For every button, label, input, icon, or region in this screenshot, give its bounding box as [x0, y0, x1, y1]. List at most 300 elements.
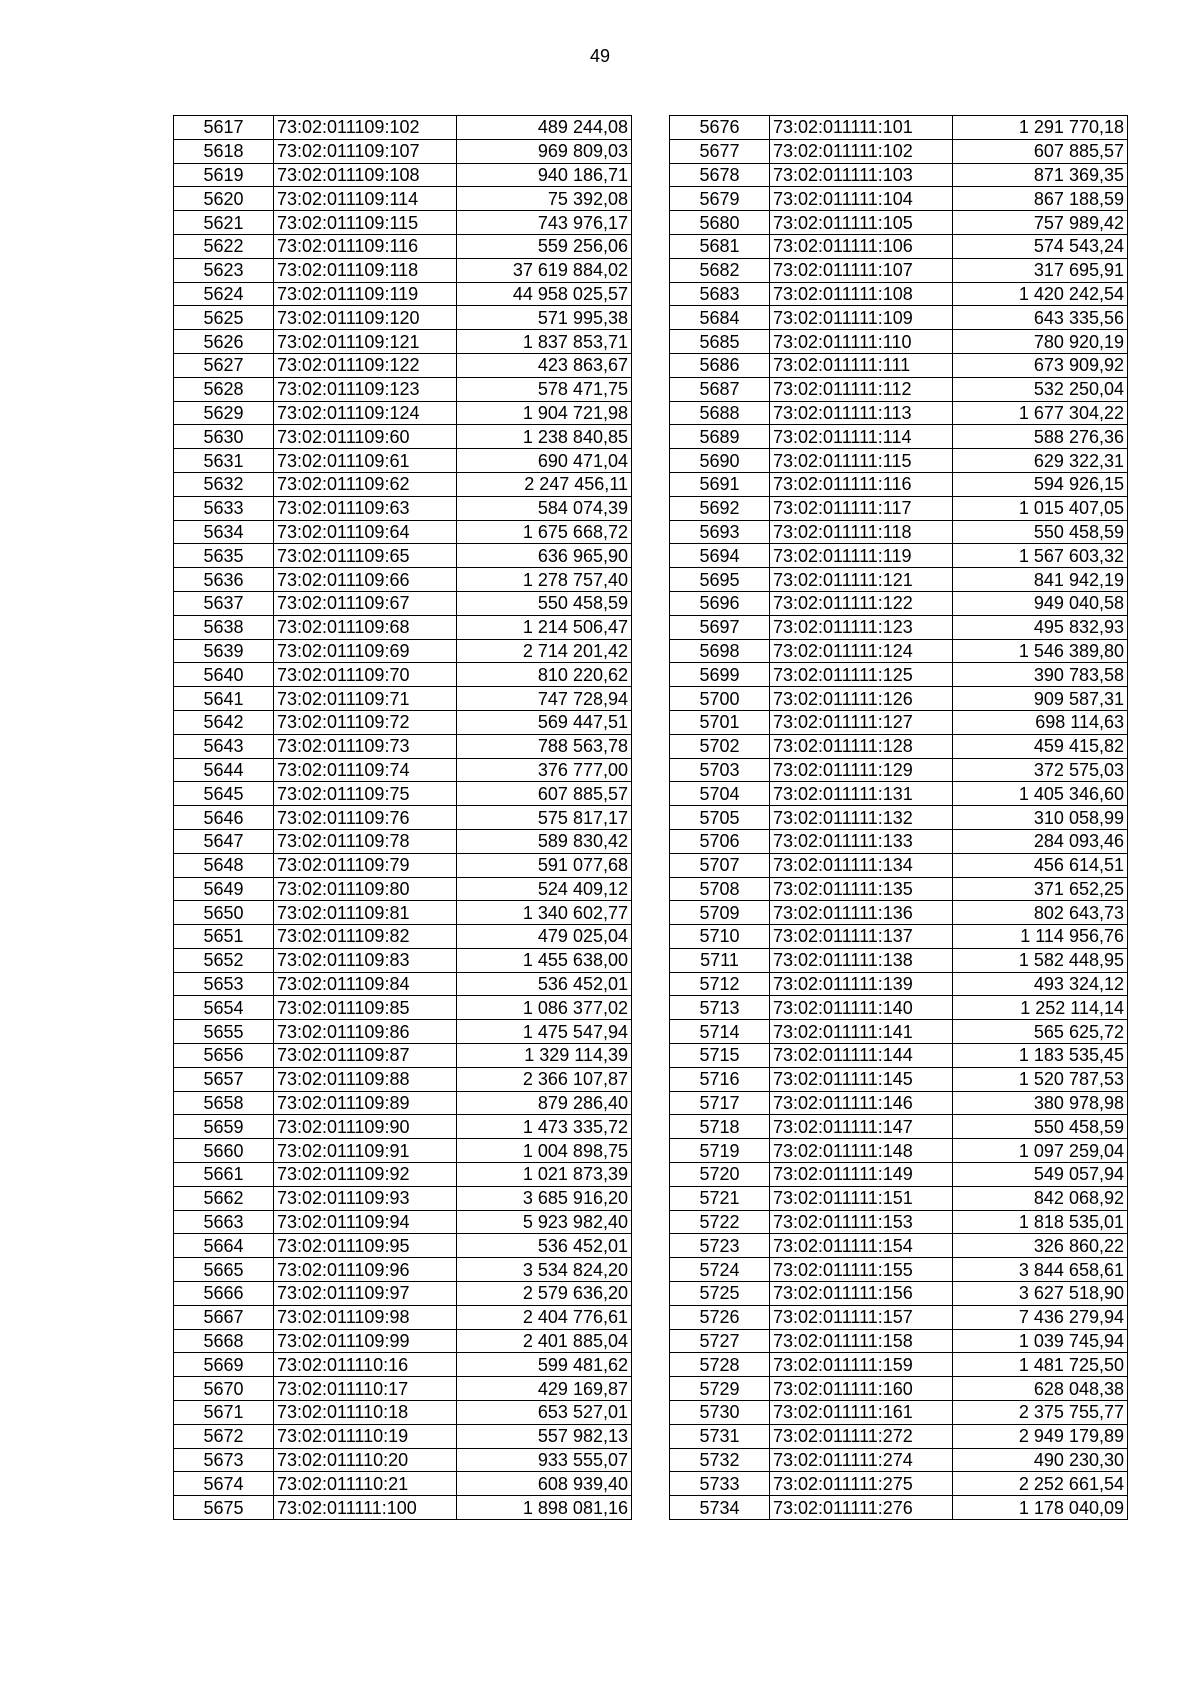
- table-row: [670, 1472, 1128, 1496]
- table-row: [174, 853, 632, 877]
- table-row: [174, 1448, 632, 1472]
- value-cell: 2 252 661,54: [953, 1472, 1128, 1496]
- page-number: 49: [589, 46, 611, 66]
- cadastral-number-cell: 73:02:011109:84: [274, 972, 457, 996]
- value-cell: 1 015 407,05: [953, 496, 1128, 520]
- table-row: [670, 996, 1128, 1020]
- table-row: [670, 1067, 1128, 1091]
- value-cell: 371 652,25: [953, 877, 1128, 901]
- value-cell: 37 619 884,02: [457, 258, 632, 282]
- table-row: [174, 520, 632, 544]
- table-row: [174, 1163, 632, 1187]
- table-row: [670, 758, 1128, 782]
- row-number-cell: 5725: [670, 1282, 770, 1306]
- cadastral-number-cell: 73:02:011109:92: [274, 1163, 457, 1187]
- value-cell: 1 475 547,94: [457, 1020, 632, 1044]
- value-cell: 1 238 840,85: [457, 425, 632, 449]
- table-row: [670, 1115, 1128, 1139]
- cadastral-number-cell: 73:02:011109:81: [274, 901, 457, 925]
- row-number-cell: 5684: [670, 306, 770, 330]
- cadastral-number-cell: 73:02:011109:98: [274, 1305, 457, 1329]
- row-number-cell: 5734: [670, 1496, 770, 1520]
- table-row: [174, 449, 632, 473]
- row-number-cell: 5717: [670, 1091, 770, 1115]
- value-cell: 310 058,99: [953, 806, 1128, 830]
- value-cell: 841 942,19: [953, 568, 1128, 592]
- table-row: [670, 353, 1128, 377]
- row-number-cell: 5642: [174, 710, 274, 734]
- value-cell: 1 340 602,77: [457, 901, 632, 925]
- row-number-cell: 5727: [670, 1329, 770, 1353]
- table-row: [174, 1496, 632, 1520]
- row-number-cell: 5723: [670, 1234, 770, 1258]
- cadastral-number-cell: 73:02:011111:105: [770, 211, 953, 235]
- cadastral-number-cell: 73:02:011111:156: [770, 1282, 953, 1306]
- cadastral-number-cell: 73:02:011109:87: [274, 1044, 457, 1068]
- row-number-cell: 5627: [174, 353, 274, 377]
- value-cell: 1 837 853,71: [457, 330, 632, 354]
- row-number-cell: 5695: [670, 568, 770, 592]
- cadastral-number-cell: 73:02:011111:146: [770, 1091, 953, 1115]
- row-number-cell: 5674: [174, 1472, 274, 1496]
- cadastral-number-cell: 73:02:011111:123: [770, 615, 953, 639]
- cadastral-number-cell: 73:02:011110:21: [274, 1472, 457, 1496]
- value-cell: 747 728,94: [457, 687, 632, 711]
- row-number-cell: 5730: [670, 1401, 770, 1425]
- table-row: [174, 1115, 632, 1139]
- table-row: [670, 663, 1128, 687]
- row-number-cell: 5699: [670, 663, 770, 687]
- cadastral-number-cell: 73:02:011111:161: [770, 1401, 953, 1425]
- table-row: [174, 639, 632, 663]
- table-row: [174, 1020, 632, 1044]
- table-row: [670, 187, 1128, 211]
- cadastral-number-cell: 73:02:011109:63: [274, 496, 457, 520]
- table-row: [670, 829, 1128, 853]
- value-cell: 1 582 448,95: [953, 948, 1128, 972]
- cadastral-number-cell: 73:02:011111:134: [770, 853, 953, 877]
- table-row: [174, 901, 632, 925]
- row-number-cell: 5677: [670, 139, 770, 163]
- row-number-cell: 5653: [174, 972, 274, 996]
- table-row: [174, 496, 632, 520]
- row-number-cell: 5716: [670, 1067, 770, 1091]
- table-row: [670, 449, 1128, 473]
- cadastral-number-cell: 73:02:011111:132: [770, 806, 953, 830]
- row-number-cell: 5712: [670, 972, 770, 996]
- table-row: [670, 401, 1128, 425]
- row-number-cell: 5666: [174, 1282, 274, 1306]
- row-number-cell: 5659: [174, 1115, 274, 1139]
- value-cell: 1 455 638,00: [457, 948, 632, 972]
- cadastral-number-cell: 73:02:011109:72: [274, 710, 457, 734]
- row-number-cell: 5729: [670, 1377, 770, 1401]
- row-number-cell: 5670: [174, 1377, 274, 1401]
- cadastral-number-cell: 73:02:011111:114: [770, 425, 953, 449]
- table-row: [174, 425, 632, 449]
- cadastral-number-cell: 73:02:011111:122: [770, 591, 953, 615]
- value-cell: 1 898 081,16: [457, 1496, 632, 1520]
- table-row: [670, 806, 1128, 830]
- table-row: [670, 306, 1128, 330]
- row-number-cell: 5631: [174, 449, 274, 473]
- cadastral-number-cell: 73:02:011111:118: [770, 520, 953, 544]
- table-row: [174, 1258, 632, 1282]
- value-cell: 578 471,75: [457, 377, 632, 401]
- table-row: [174, 163, 632, 187]
- table-row: [174, 710, 632, 734]
- cadastral-number-cell: 73:02:011109:108: [274, 163, 457, 187]
- value-cell: 390 783,58: [953, 663, 1128, 687]
- cadastral-number-cell: 73:02:011109:66: [274, 568, 457, 592]
- value-cell: 608 939,40: [457, 1472, 632, 1496]
- value-cell: 1 086 377,02: [457, 996, 632, 1020]
- cadastral-number-cell: 73:02:011111:113: [770, 401, 953, 425]
- cadastral-number-cell: 73:02:011109:68: [274, 615, 457, 639]
- cadastral-number-cell: 73:02:011109:93: [274, 1186, 457, 1210]
- value-cell: 532 250,04: [953, 377, 1128, 401]
- row-number-cell: 5629: [174, 401, 274, 425]
- cadastral-number-cell: 73:02:011109:62: [274, 472, 457, 496]
- value-cell: 575 817,17: [457, 806, 632, 830]
- value-cell: 44 958 025,57: [457, 282, 632, 306]
- cadastral-number-cell: 73:02:011111:133: [770, 829, 953, 853]
- table-row: [670, 687, 1128, 711]
- row-number-cell: 5668: [174, 1329, 274, 1353]
- table-row: [670, 710, 1128, 734]
- cadastral-number-cell: 73:02:011111:140: [770, 996, 953, 1020]
- row-number-cell: 5722: [670, 1210, 770, 1234]
- value-cell: 2 714 201,42: [457, 639, 632, 663]
- value-cell: 284 093,46: [953, 829, 1128, 853]
- value-cell: 607 885,57: [457, 782, 632, 806]
- table-row: [670, 591, 1128, 615]
- table-row: [670, 544, 1128, 568]
- right-table-body: [670, 116, 1128, 1520]
- value-cell: 867 188,59: [953, 187, 1128, 211]
- table-row: [174, 1139, 632, 1163]
- table-row: [174, 1305, 632, 1329]
- table-row: [670, 163, 1128, 187]
- cadastral-number-cell: 73:02:011111:110: [770, 330, 953, 354]
- value-cell: 1 520 787,53: [953, 1067, 1128, 1091]
- table-row: [174, 1424, 632, 1448]
- row-number-cell: 5687: [670, 377, 770, 401]
- table-row: [174, 1044, 632, 1068]
- value-cell: 459 415,82: [953, 734, 1128, 758]
- table-row: [174, 1282, 632, 1306]
- value-cell: 3 627 518,90: [953, 1282, 1128, 1306]
- value-cell: 571 995,38: [457, 306, 632, 330]
- table-row: [174, 877, 632, 901]
- cadastral-number-cell: 73:02:011111:137: [770, 925, 953, 949]
- value-cell: 550 458,59: [457, 591, 632, 615]
- cadastral-number-cell: 73:02:011109:71: [274, 687, 457, 711]
- value-cell: 2 401 885,04: [457, 1329, 632, 1353]
- row-number-cell: 5731: [670, 1424, 770, 1448]
- value-cell: 1 818 535,01: [953, 1210, 1128, 1234]
- table-row: [670, 1353, 1128, 1377]
- cadastral-number-cell: 73:02:011109:91: [274, 1139, 457, 1163]
- cadastral-number-cell: 73:02:011111:159: [770, 1353, 953, 1377]
- row-number-cell: 5693: [670, 520, 770, 544]
- cadastral-number-cell: 73:02:011111:124: [770, 639, 953, 663]
- cadastral-number-cell: 73:02:011109:94: [274, 1210, 457, 1234]
- row-number-cell: 5669: [174, 1353, 274, 1377]
- row-number-cell: 5626: [174, 330, 274, 354]
- row-number-cell: 5733: [670, 1472, 770, 1496]
- table-row: [174, 1091, 632, 1115]
- value-cell: 743 976,17: [457, 211, 632, 235]
- row-number-cell: 5664: [174, 1234, 274, 1258]
- row-number-cell: 5667: [174, 1305, 274, 1329]
- value-cell: 1 278 757,40: [457, 568, 632, 592]
- cadastral-number-cell: 73:02:011109:90: [274, 1115, 457, 1139]
- row-number-cell: 5618: [174, 139, 274, 163]
- cadastral-number-cell: 73:02:011109:83: [274, 948, 457, 972]
- row-number-cell: 5701: [670, 710, 770, 734]
- row-number-cell: 5683: [670, 282, 770, 306]
- value-cell: 690 471,04: [457, 449, 632, 473]
- value-cell: 75 392,08: [457, 187, 632, 211]
- value-cell: 326 860,22: [953, 1234, 1128, 1258]
- table-row: [670, 234, 1128, 258]
- row-number-cell: 5697: [670, 615, 770, 639]
- value-cell: 549 057,94: [953, 1163, 1128, 1187]
- row-number-cell: 5658: [174, 1091, 274, 1115]
- table-row: [670, 1377, 1128, 1401]
- row-number-cell: 5617: [174, 116, 274, 140]
- table-row: [174, 544, 632, 568]
- value-cell: 1 567 603,32: [953, 544, 1128, 568]
- table-row: [670, 425, 1128, 449]
- cadastral-number-cell: 73:02:011109:115: [274, 211, 457, 235]
- value-cell: 607 885,57: [953, 139, 1128, 163]
- value-cell: 557 982,13: [457, 1424, 632, 1448]
- value-cell: 1 291 770,18: [953, 116, 1128, 140]
- cadastral-number-cell: 73:02:011109:96: [274, 1258, 457, 1282]
- cadastral-number-cell: 73:02:011109:74: [274, 758, 457, 782]
- row-number-cell: 5641: [174, 687, 274, 711]
- cadastral-number-cell: 73:02:011109:95: [274, 1234, 457, 1258]
- cadastral-number-cell: 73:02:011109:123: [274, 377, 457, 401]
- table-row: [670, 1401, 1128, 1425]
- value-cell: 569 447,51: [457, 710, 632, 734]
- table-row: [174, 758, 632, 782]
- table-row: [670, 1305, 1128, 1329]
- value-cell: 5 923 982,40: [457, 1210, 632, 1234]
- cadastral-number-cell: 73:02:011111:116: [770, 472, 953, 496]
- value-cell: 879 286,40: [457, 1091, 632, 1115]
- row-number-cell: 5691: [670, 472, 770, 496]
- cadastral-number-cell: 73:02:011111:125: [770, 663, 953, 687]
- row-number-cell: 5633: [174, 496, 274, 520]
- table-row: [670, 639, 1128, 663]
- value-cell: 969 809,03: [457, 139, 632, 163]
- value-cell: 1 904 721,98: [457, 401, 632, 425]
- row-number-cell: 5651: [174, 925, 274, 949]
- table-row: [174, 1353, 632, 1377]
- value-cell: 588 276,36: [953, 425, 1128, 449]
- cadastral-number-cell: 73:02:011110:16: [274, 1353, 457, 1377]
- value-cell: 2 247 456,11: [457, 472, 632, 496]
- cadastral-number-cell: 73:02:011111:154: [770, 1234, 953, 1258]
- table-row: [174, 925, 632, 949]
- cadastral-number-cell: 73:02:011109:88: [274, 1067, 457, 1091]
- value-cell: 550 458,59: [953, 1115, 1128, 1139]
- cadastral-number-cell: 73:02:011111:135: [770, 877, 953, 901]
- value-cell: 2 949 179,89: [953, 1424, 1128, 1448]
- value-cell: 1 114 956,76: [953, 925, 1128, 949]
- row-number-cell: 5706: [670, 829, 770, 853]
- cadastral-number-cell: 73:02:011109:80: [274, 877, 457, 901]
- cadastral-number-cell: 73:02:011111:102: [770, 139, 953, 163]
- cadastral-number-cell: 73:02:011111:136: [770, 901, 953, 925]
- table-row: [174, 806, 632, 830]
- row-number-cell: 5721: [670, 1186, 770, 1210]
- table-row: [670, 734, 1128, 758]
- cadastral-number-cell: 73:02:011109:64: [274, 520, 457, 544]
- table-row: [174, 187, 632, 211]
- cadastral-number-cell: 73:02:011109:85: [274, 996, 457, 1020]
- table-row: [174, 1472, 632, 1496]
- value-cell: 933 555,07: [457, 1448, 632, 1472]
- table-row: [670, 1448, 1128, 1472]
- cadastral-number-cell: 73:02:011111:126: [770, 687, 953, 711]
- table-row: [174, 1186, 632, 1210]
- value-cell: 1 677 304,22: [953, 401, 1128, 425]
- row-number-cell: 5720: [670, 1163, 770, 1187]
- table-row: [174, 330, 632, 354]
- table-row: [174, 234, 632, 258]
- cadastral-number-cell: 73:02:011111:129: [770, 758, 953, 782]
- cadastral-number-cell: 73:02:011111:115: [770, 449, 953, 473]
- table-row: [174, 139, 632, 163]
- value-cell: 599 481,62: [457, 1353, 632, 1377]
- value-cell: 757 989,42: [953, 211, 1128, 235]
- cadastral-number-cell: 73:02:011109:69: [274, 639, 457, 663]
- value-cell: 372 575,03: [953, 758, 1128, 782]
- table-row: [174, 377, 632, 401]
- value-cell: 594 926,15: [953, 472, 1128, 496]
- table-row: [174, 615, 632, 639]
- value-cell: 940 186,71: [457, 163, 632, 187]
- table-row: [670, 330, 1128, 354]
- row-number-cell: 5656: [174, 1044, 274, 1068]
- row-number-cell: 5694: [670, 544, 770, 568]
- table-row: [174, 1234, 632, 1258]
- row-number-cell: 5681: [670, 234, 770, 258]
- table-row: [174, 211, 632, 235]
- cadastral-number-cell: 73:02:011109:116: [274, 234, 457, 258]
- table-row: [670, 1139, 1128, 1163]
- value-cell: 2 366 107,87: [457, 1067, 632, 1091]
- row-number-cell: 5672: [174, 1424, 274, 1448]
- table-row: [670, 782, 1128, 806]
- value-cell: 380 978,98: [953, 1091, 1128, 1115]
- value-cell: 524 409,12: [457, 877, 632, 901]
- row-number-cell: 5679: [670, 187, 770, 211]
- value-cell: 1 329 114,39: [457, 1044, 632, 1068]
- cadastral-number-cell: 73:02:011109:124: [274, 401, 457, 425]
- cadastral-number-cell: 73:02:011111:276: [770, 1496, 953, 1520]
- cadastral-number-cell: 73:02:011111:119: [770, 544, 953, 568]
- cadastral-number-cell: 73:02:011111:141: [770, 1020, 953, 1044]
- table-row: [670, 901, 1128, 925]
- cadastral-number-cell: 73:02:011111:145: [770, 1067, 953, 1091]
- row-number-cell: 5675: [174, 1496, 274, 1520]
- row-number-cell: 5630: [174, 425, 274, 449]
- row-number-cell: 5676: [670, 116, 770, 140]
- cadastral-number-cell: 73:02:011109:76: [274, 806, 457, 830]
- table-row: [670, 520, 1128, 544]
- row-number-cell: 5724: [670, 1258, 770, 1282]
- table-row: [670, 1424, 1128, 1448]
- cadastral-number-cell: 73:02:011111:139: [770, 972, 953, 996]
- row-number-cell: 5680: [670, 211, 770, 235]
- row-number-cell: 5637: [174, 591, 274, 615]
- value-cell: 629 322,31: [953, 449, 1128, 473]
- value-cell: 489 244,08: [457, 116, 632, 140]
- row-number-cell: 5624: [174, 282, 274, 306]
- table-row: [174, 996, 632, 1020]
- cadastral-number-cell: 73:02:011109:78: [274, 829, 457, 853]
- table-row: [670, 116, 1128, 140]
- table-row: [670, 1186, 1128, 1210]
- cadastral-number-cell: 73:02:011109:60: [274, 425, 457, 449]
- value-cell: 698 114,63: [953, 710, 1128, 734]
- row-number-cell: 5620: [174, 187, 274, 211]
- cadastral-number-cell: 73:02:011109:82: [274, 925, 457, 949]
- cadastral-number-cell: 73:02:011111:153: [770, 1210, 953, 1234]
- value-cell: 949 040,58: [953, 591, 1128, 615]
- left-table-body: [174, 116, 632, 1520]
- row-number-cell: 5700: [670, 687, 770, 711]
- cadastral-number-cell: 73:02:011111:117: [770, 496, 953, 520]
- row-number-cell: 5689: [670, 425, 770, 449]
- value-cell: 376 777,00: [457, 758, 632, 782]
- table-row: [174, 282, 632, 306]
- row-number-cell: 5622: [174, 234, 274, 258]
- row-number-cell: 5636: [174, 568, 274, 592]
- cadastral-number-cell: 73:02:011109:70: [274, 663, 457, 687]
- cadastral-number-cell: 73:02:011109:114: [274, 187, 457, 211]
- value-cell: 429 169,87: [457, 1377, 632, 1401]
- value-cell: 2 375 755,77: [953, 1401, 1128, 1425]
- value-cell: 456 614,51: [953, 853, 1128, 877]
- table-row: [174, 568, 632, 592]
- cadastral-number-cell: 73:02:011111:106: [770, 234, 953, 258]
- value-cell: 3 844 658,61: [953, 1258, 1128, 1282]
- table-row: [174, 1329, 632, 1353]
- value-cell: 3 685 916,20: [457, 1186, 632, 1210]
- row-number-cell: 5696: [670, 591, 770, 615]
- table-row: [174, 353, 632, 377]
- cadastral-number-cell: 73:02:011111:160: [770, 1377, 953, 1401]
- row-number-cell: 5686: [670, 353, 770, 377]
- cadastral-number-cell: 73:02:011109:102: [274, 116, 457, 140]
- table-row: [174, 663, 632, 687]
- value-cell: 495 832,93: [953, 615, 1128, 639]
- table-row: [670, 1329, 1128, 1353]
- row-number-cell: 5688: [670, 401, 770, 425]
- table-row: [670, 139, 1128, 163]
- value-cell: 810 220,62: [457, 663, 632, 687]
- value-cell: 584 074,39: [457, 496, 632, 520]
- table-row: [670, 496, 1128, 520]
- value-cell: 1 004 898,75: [457, 1139, 632, 1163]
- value-cell: 1 481 725,50: [953, 1353, 1128, 1377]
